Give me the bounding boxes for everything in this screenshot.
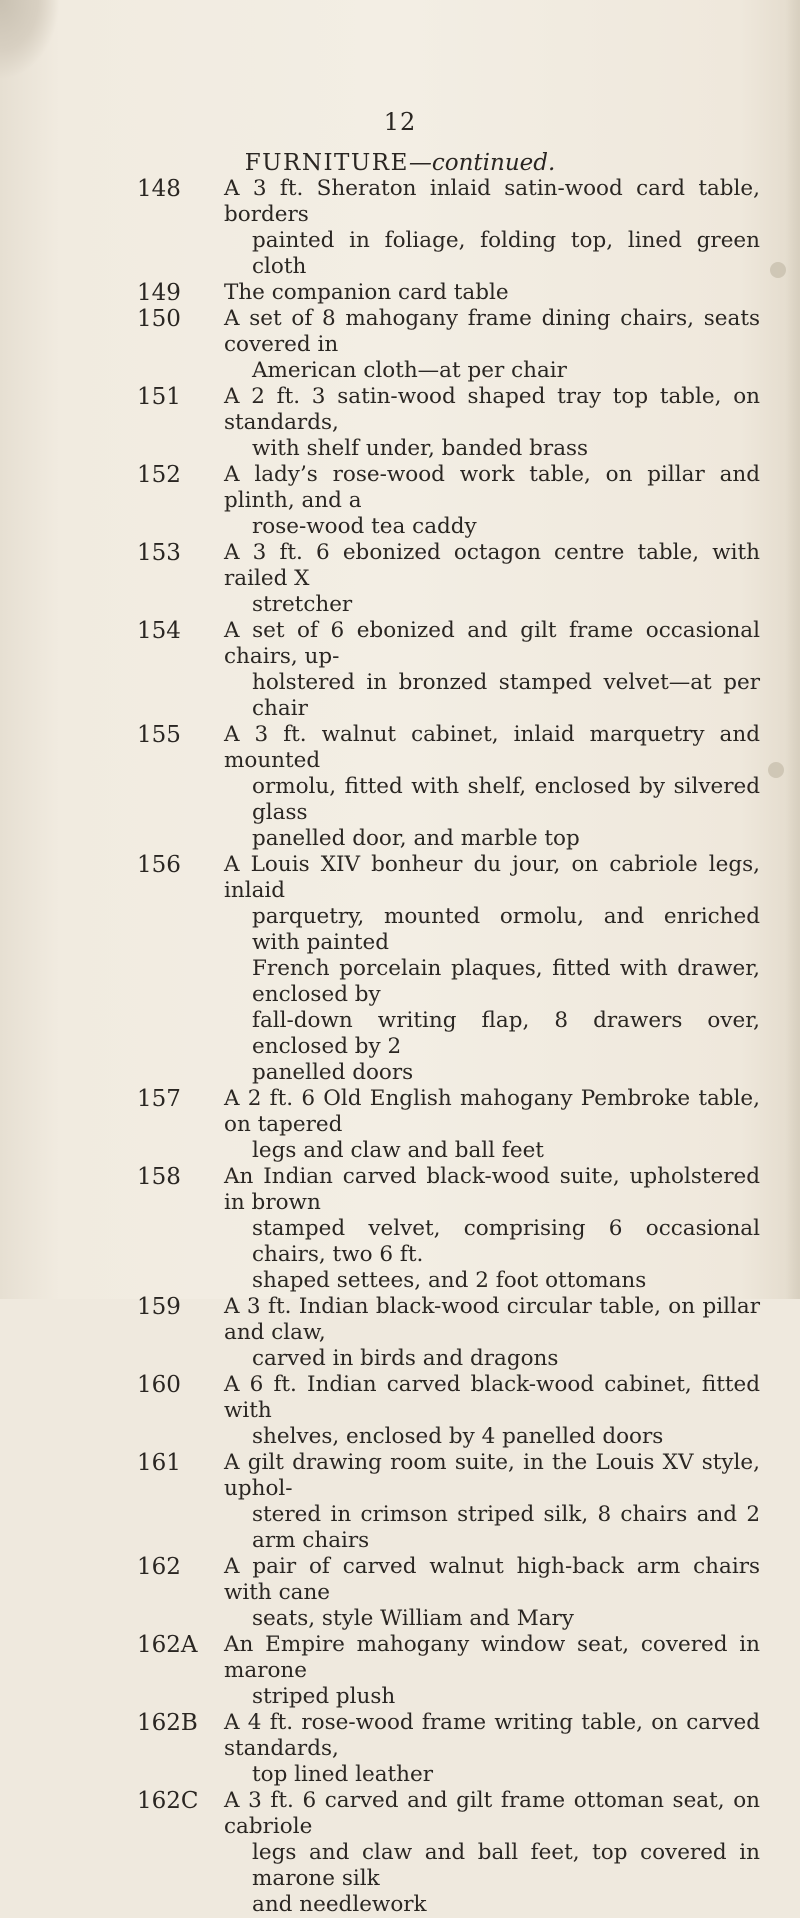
lot-description-continued: stered in crimson striped silk, 8 chairs and 2 arm chairs <box>252 1502 760 1553</box>
lot-number: 155 <box>137 722 181 748</box>
section-heading <box>0 150 800 176</box>
lot-description-continued: French porcelain plaques, fitted with drawer, enclosed by <box>252 956 760 1007</box>
lot-number: 148 <box>137 176 181 202</box>
lot-number: 159 <box>137 1294 181 1320</box>
lot-number: 162 <box>137 1554 181 1580</box>
lot-description: A 3 ft. 6 carved and gilt frame ottoman seat, on cabriole <box>224 1788 760 1839</box>
lot-entry <box>0 384 800 462</box>
lot-entry <box>0 1372 800 1450</box>
lot-description: A lady’s rose-wood work table, on pillar and plinth, and a <box>224 462 760 513</box>
lot-entry <box>0 1294 800 1372</box>
lot-entry <box>0 1554 800 1632</box>
heading-suffix: —continued. <box>408 150 556 176</box>
lot-entry <box>0 1086 800 1164</box>
lot-description: A 3 ft. 6 ebonized octagon centre table, with railed X <box>224 540 760 591</box>
lot-description: An Empire mahogany window seat, covered in marone <box>224 1632 760 1683</box>
lot-description-continued: stamped velvet, comprising 6 occasional chairs, two 6 ft. <box>252 1216 760 1267</box>
lot-number: 151 <box>137 384 181 410</box>
lot-description: A set of 8 mahogany frame dining chairs, seats covered in <box>224 306 760 357</box>
lot-description-continued: shelves, enclosed by 4 panelled doors <box>252 1424 664 1449</box>
lot-description: A pair of carved walnut high-back arm chairs with cane <box>224 1554 760 1605</box>
lot-description-continued: panelled door, and marble top <box>252 826 580 851</box>
lot-description-continued: American cloth—at per chair <box>252 358 567 383</box>
lot-description-continued: holstered in bronzed stamped velvet—at per chair <box>252 670 760 721</box>
lot-list <box>0 176 800 1918</box>
lot-number: 153 <box>137 540 181 566</box>
lot-description-continued: shaped settees, and 2 foot ottomans <box>252 1268 647 1293</box>
lot-description: A gilt drawing room suite, in the Louis XV style, uphol- <box>224 1450 760 1501</box>
lot-entry <box>0 1164 800 1294</box>
lot-number: 154 <box>137 618 181 644</box>
lot-description-continued: seats, style William and Mary <box>252 1606 574 1631</box>
lot-number: 158 <box>137 1164 181 1190</box>
lot-number: 152 <box>137 462 181 488</box>
lot-description-continued: with shelf under, banded brass <box>252 436 589 461</box>
lot-number: 160 <box>137 1372 181 1398</box>
lot-description-continued: top lined leather <box>252 1762 434 1787</box>
lot-description: A set of 6 ebonized and gilt frame occasional chairs, up- <box>224 618 760 669</box>
lot-number: 161 <box>137 1450 181 1476</box>
lot-description-continued: panelled doors <box>252 1060 414 1085</box>
lot-entry <box>0 462 800 540</box>
lot-description: A 4 ft. rose-wood frame writing table, on carved standards, <box>224 1710 760 1761</box>
lot-entry <box>0 176 800 280</box>
lot-description: A 2 ft. 3 satin-wood shaped tray top table, on standards, <box>224 384 760 435</box>
lot-description-continued: ormolu, fitted with shelf, enclosed by silvered glass <box>252 774 760 825</box>
lot-description-continued: striped plush <box>252 1684 396 1709</box>
lot-description: The companion card table <box>224 280 509 305</box>
paper-corner-stain <box>0 0 60 80</box>
lot-description-continued: legs and claw and ball feet, top covered in marone silk <box>252 1840 760 1891</box>
lot-entry <box>0 1632 800 1710</box>
lot-description-continued: painted in foliage, folding top, lined green cloth <box>252 228 760 279</box>
lot-description-continued: fall-down writing flap, 8 drawers over, enclosed by 2 <box>252 1008 760 1059</box>
lot-description-continued: legs and claw and ball feet <box>252 1138 544 1163</box>
lot-number: 162B <box>137 1710 198 1736</box>
lot-number: 157 <box>137 1086 181 1112</box>
lot-description: A 6 ft. Indian carved black-wood cabinet, fitted with <box>224 1372 760 1423</box>
lot-number: 150 <box>137 306 181 332</box>
lot-description: An Indian carved black-wood suite, upholstered in brown <box>224 1164 760 1215</box>
lot-description: A Louis XIV bonheur du jour, on cabriole legs, inlaid <box>224 852 760 903</box>
lot-description: A 3 ft. Indian black-wood circular table, on pillar and claw, <box>224 1294 760 1345</box>
lot-description-continued: carved in birds and dragons <box>252 1346 559 1371</box>
lot-entry <box>0 306 800 384</box>
lot-entry <box>0 852 800 1086</box>
lot-description-continued: parquetry, mounted ormolu, and enriched with painted <box>252 904 760 955</box>
lot-description-continued: and needlework <box>252 1892 427 1917</box>
lot-number: 162A <box>137 1632 198 1658</box>
lot-number: 149 <box>137 280 181 306</box>
lot-number: 156 <box>137 852 181 878</box>
lot-entry <box>0 280 800 306</box>
lot-description: A 2 ft. 6 Old English mahogany Pembroke table, on tapered <box>224 1086 760 1137</box>
lot-description-continued: stretcher <box>252 592 353 617</box>
lot-entry <box>0 1788 800 1918</box>
lot-entry <box>0 540 800 618</box>
lot-description: A 3 ft. Sheraton inlaid satin-wood card table, borders <box>224 176 760 227</box>
lot-description: A 3 ft. walnut cabinet, inlaid marquetry and mounted <box>224 722 760 773</box>
lot-description-continued: rose-wood tea caddy <box>252 514 477 539</box>
lot-entry <box>0 1710 800 1788</box>
lot-entry <box>0 618 800 722</box>
heading-main: FURNITURE <box>244 150 409 176</box>
page-number: 12 <box>383 108 417 136</box>
lot-entry <box>0 722 800 852</box>
lot-entry <box>0 1450 800 1554</box>
lot-number: 162C <box>137 1788 199 1814</box>
